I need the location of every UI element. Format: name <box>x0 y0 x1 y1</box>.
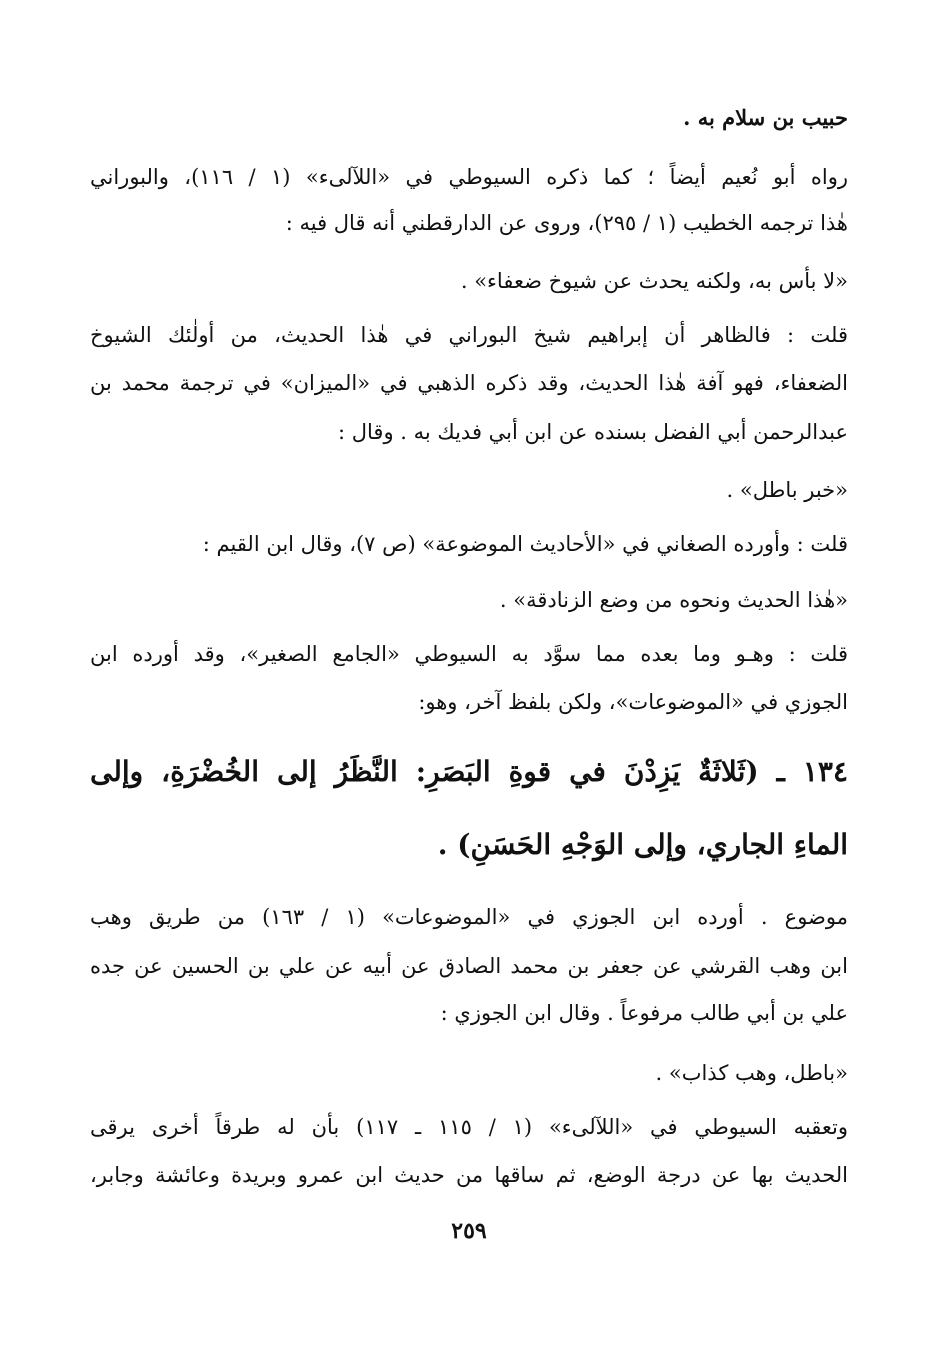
text-line: علي بن أبي طالب مرفوعاً . وقال ابن الجوزي : <box>440 1001 848 1025</box>
text-line: حبيب بن سلام به . <box>683 105 848 130</box>
text-line: الحديث بها عن درجة الوضع، ثم ساقها من حديث ابن عمرو وبريدة وعائشة وجابر، <box>90 1163 848 1187</box>
page-number: ٢٥٩ <box>451 1218 487 1244</box>
text-line: الجوزي في «الموضوعات»، ولكن بلفظ آخر، وهو: <box>418 690 848 714</box>
text-line: وتعقبه السيوطي في «اللآلىء» (١ / ١١٥ ـ ١١٧) بأن له طرقاً أخرى يرقى <box>90 1115 848 1139</box>
text-line: قلت : وهـو وما بعده مما سوَّد به السيوطي «الجامع الصغير»، وقد أورده ابن <box>90 642 848 666</box>
text-line: الضعفاء، فهو آفة هٰذا الحديث، وقد ذكره الذهبي في «الميزان» في ترجمة محمد بن <box>90 371 848 395</box>
text-line: قلت : وأورده الصغاني في «الأحاديث الموضوعة» (ص ٧)، وقال ابن القيم : <box>202 532 848 556</box>
text-line: «هٰذا الحديث ونحوه من وضع الزنادقة» . <box>499 588 848 612</box>
text-line: رواه أبو نُعيم أيضاً ؛ كما ذكره السيوطي في «اللآلىء» (١ / ١١٦)، والبوراني <box>90 165 849 189</box>
text-line: «باطل، وهب كذاب» . <box>655 1061 848 1085</box>
text-line: «لا بأس به، ولكنه يحدث عن شيوخ ضعفاء» . <box>460 269 848 293</box>
text-line: ابن وهب القرشي عن جعفر بن محمد الصادق عن أبيه عن علي بن الحسين عن جده <box>90 954 848 978</box>
text-line: عبدالرحمن أبي الفضل بسنده عن ابن أبي فديك به . وقال : <box>338 420 848 444</box>
text-line: هٰذا ترجمه الخطيب (١ / ٢٩٥)، وروى عن الدارقطني أنه قال فيه : <box>285 211 848 235</box>
text-line: «خبر باطل» . <box>726 478 848 502</box>
hadith-heading-line: ١٣٤ ـ (ثَلاثَةٌ يَزِدْنَ في قوةِ البَصَرِ: النَّظَرُ إلى الخُضْرَةِ، وإلى <box>90 755 848 788</box>
hadith-heading-line: الماءِ الجاري، وإلى الوَجْهِ الحَسَنِ) . <box>437 828 848 861</box>
text-line: قلت : فالظاهر أن إبراهيم شيخ البوراني في هٰذا الحديث، من أولٰئك الشيوخ <box>90 323 848 347</box>
text-line: موضوع . أورده ابن الجوزي في «الموضوعات» (١ / ١٦٣) من طريق وهب <box>90 905 848 929</box>
